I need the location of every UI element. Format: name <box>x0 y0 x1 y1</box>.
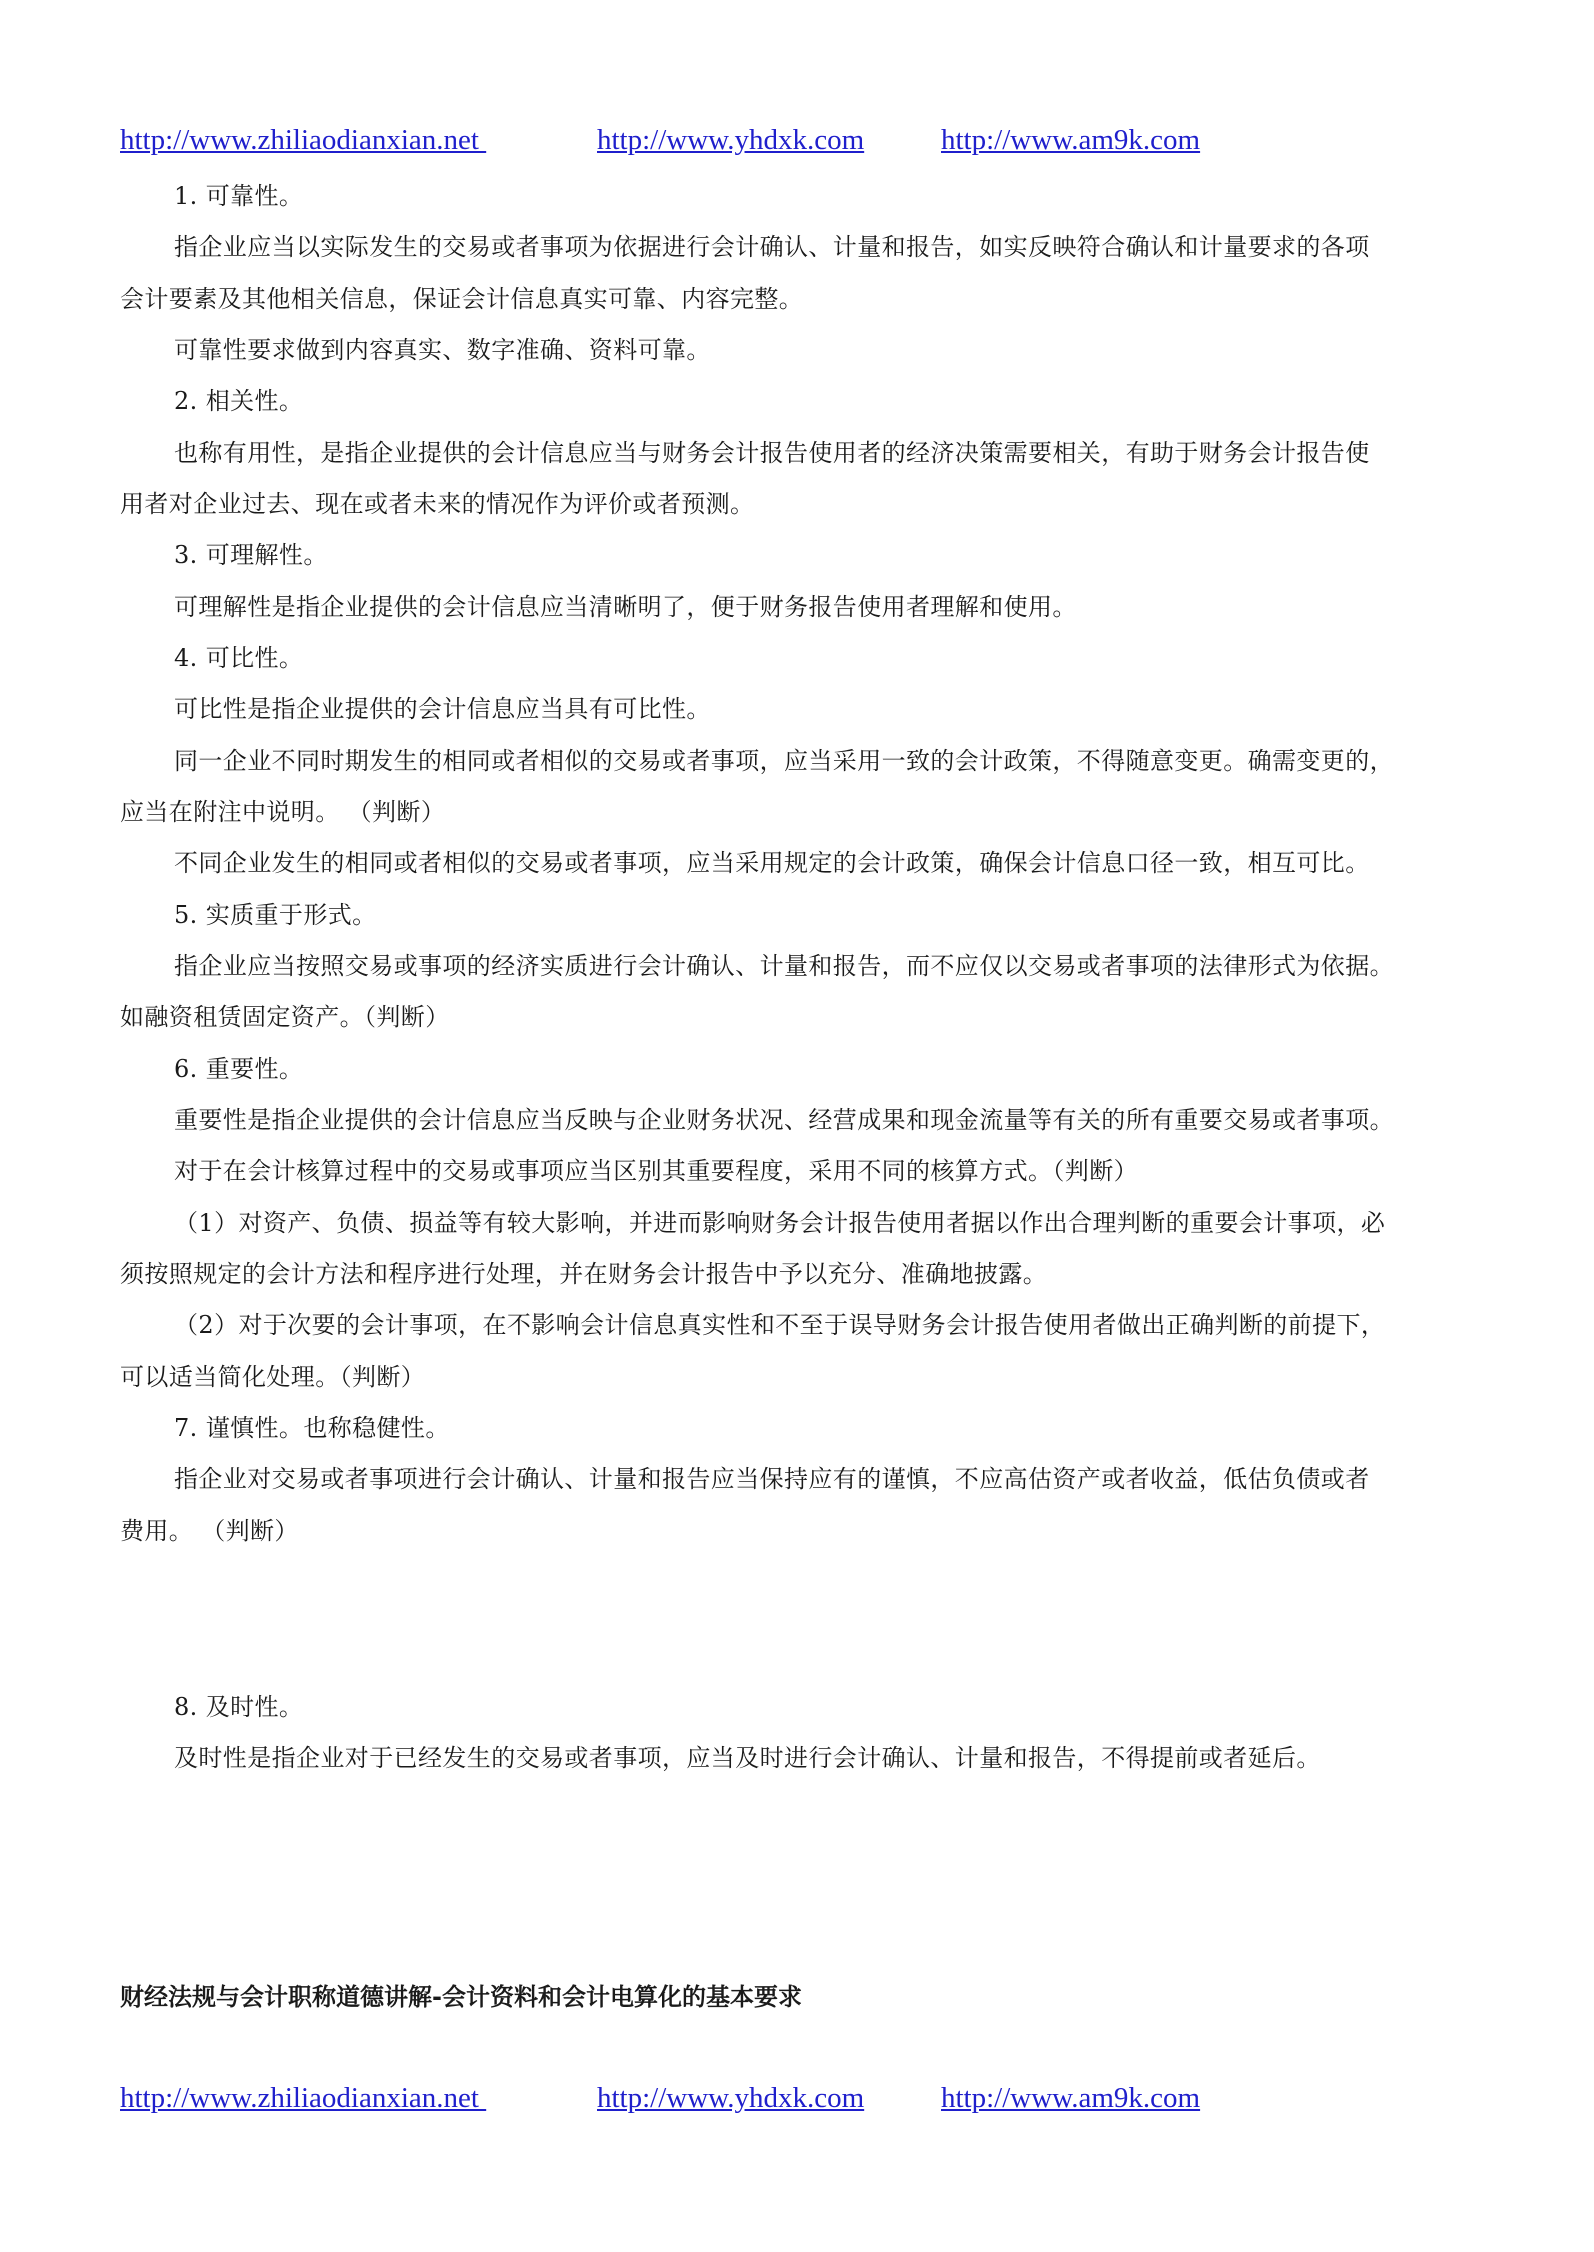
paragraph-line: 指企业对交易或者事项进行会计确认、计量和报告应当保持应有的谨慎，不应高估资产或者收益，低估负债或者 <box>174 1465 1370 1493</box>
paragraph-line: 费用。 （判断） <box>120 1517 299 1545</box>
paragraph-line: 可以适当简化处理。（判断） <box>120 1363 426 1391</box>
section-heading-timeliness: 8. 及时性。 <box>174 1693 304 1721</box>
paragraph-line: 指企业应当按照交易或事项的经济实质进行会计确认、计量和报告，而不应仅以交易或者事项的法律形式为依据。 <box>174 952 1394 980</box>
paragraph-line: 须按照规定的会计方法和程序进行处理，并在财务会计报告中予以充分、准确地披露。 <box>120 1260 1048 1288</box>
paragraph-line: 及时性是指企业对于已经发生的交易或者事项，应当及时进行会计确认、计量和报告，不得提前或者延后。 <box>174 1744 1321 1772</box>
section-heading-prudence: 7. 谨慎性。也称稳健性。 <box>174 1414 450 1442</box>
section-heading-understandability: 3. 可理解性。 <box>174 541 328 569</box>
section-heading-relevance: 2. 相关性。 <box>174 387 304 415</box>
section-heading-comparability: 4. 可比性。 <box>174 644 304 672</box>
paragraph-line: 也称有用性，是指企业提供的会计信息应当与财务会计报告使用者的经济决策需要相关，有助于财务会计报告使 <box>174 439 1370 467</box>
section-heading-materiality: 6. 重要性。 <box>174 1055 304 1083</box>
paragraph-line: 应当在附注中说明。 （判断） <box>120 798 446 826</box>
link-yhdxk[interactable]: http://www.yhdxk.com <box>597 2082 865 2114</box>
paragraph-line: 可靠性要求做到内容真实、数字准确、资料可靠。 <box>174 336 711 364</box>
link-am9k[interactable]: http://www.am9k.com <box>941 2082 1201 2114</box>
paragraph-line: 重要性是指企业提供的会计信息应当反映与企业财务状况、经营成果和现金流量等有关的所有重要交易或者事项。 <box>174 1106 1394 1134</box>
paragraph-line: 可比性是指企业提供的会计信息应当具有可比性。 <box>174 695 711 723</box>
paragraph-line: 用者对企业过去、现在或者未来的情况作为评价或者预测。 <box>120 490 755 518</box>
link-yhdxk[interactable]: http://www.yhdxk.com <box>597 124 865 156</box>
section-heading-substance: 5. 实质重于形式。 <box>174 901 377 929</box>
paragraph-line: （1）对资产、负债、损益等有较大影响，并进而影响财务会计报告使用者据以作出合理判断的重要会计事项，必 <box>174 1209 1386 1237</box>
link-zhiliaodianxian[interactable]: http://www.zhiliaodianxian.net <box>120 124 487 156</box>
paragraph-line: 如融资租赁固定资产。（判断） <box>120 1003 450 1031</box>
section-heading-reliability: 1. 可靠性。 <box>174 182 304 210</box>
paragraph-line: 指企业应当以实际发生的交易或者事项为依据进行会计确认、计量和报告，如实反映符合确认和计量要求的各项 <box>174 233 1370 261</box>
paragraph-line: 同一企业不同时期发生的相同或者相似的交易或者事项，应当采用一致的会计政策，不得随意变更。确需变更的， <box>174 747 1394 775</box>
link-zhiliaodianxian[interactable]: http://www.zhiliaodianxian.net <box>120 2082 487 2114</box>
paragraph-line: 不同企业发生的相同或者相似的交易或者事项，应当采用规定的会计政策，确保会计信息口径一致，相互可比。 <box>174 849 1370 877</box>
paragraph-line: 可理解性是指企业提供的会计信息应当清晰明了，便于财务报告使用者理解和使用。 <box>174 593 1077 621</box>
paragraph-line: 对于在会计核算过程中的交易或事项应当区别其重要程度，采用不同的核算方式。（判断） <box>174 1157 1138 1185</box>
article-title: 财经法规与会计职称道德讲解-会计资料和会计电算化的基本要求 <box>120 1983 802 2011</box>
paragraph-line: 会计要素及其他相关信息，保证会计信息真实可靠、内容完整。 <box>120 285 804 313</box>
paragraph-line: （2）对于次要的会计事项，在不影响会计信息真实性和不至于误导财务会计报告使用者做出正确判断的前提下， <box>174 1311 1386 1339</box>
link-am9k[interactable]: http://www.am9k.com <box>941 124 1201 156</box>
